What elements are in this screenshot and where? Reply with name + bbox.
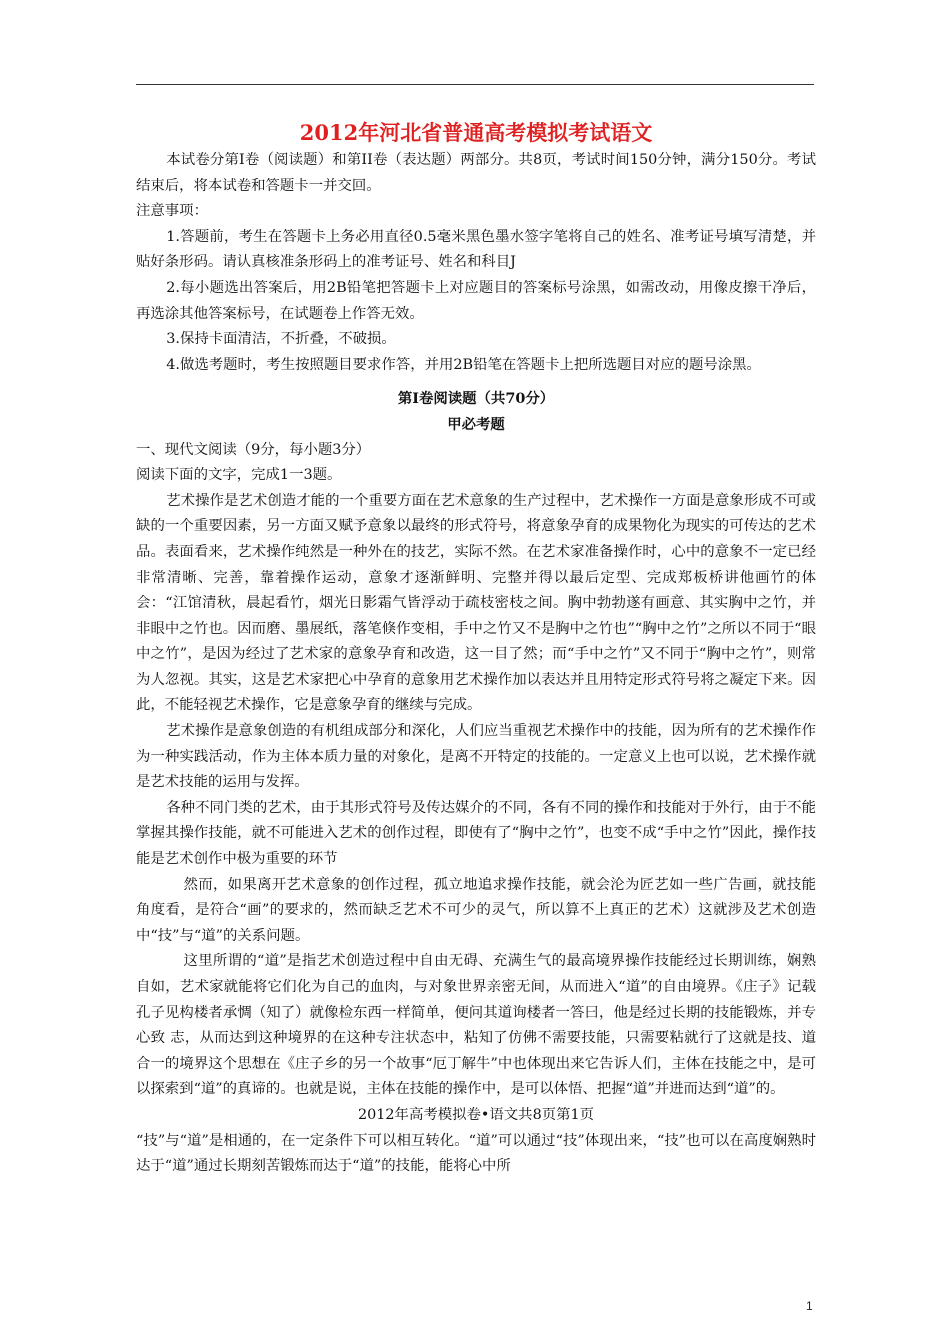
section-heading: 第Ⅰ卷阅读题（共70分） bbox=[397, 390, 555, 408]
article-paragraph-1: 艺术操作是艺术创造才能的一个重要方面在艺术意象的生产过程中，艺术操作一方面是意象形成不可或缺的一个重要因素，另一方面又赋予意象以最终的形式符号，将意象孕育的成果物化为现实的可传达的艺术品。表面看来，艺术操作纯然是一种外在的技艺，实际不然。在艺术家准备操作时，心中的意象不一定已经非常清晰、完善，靠着操作运动，意象才逐渐鲜明、完整并得以最后定型、完成郑板桥讲他画竹的体会：“江馆清秋，晨起看竹，烟光日影霜气皆浮动于疏枝密枝之间。胸中勃勃遂有画意、其实胸中之竹，并非眼中之竹也。因而磨、墨展纸，落笔倏作变相，手中之竹又不是胸中之竹也”“胸中之竹”之所以不同于“眼中之竹”，是因为经过了艺术家的意象孕育和改造，这一目了然；而“手中之竹”又不同于“胸中之竹”，则常为人忽视。其实，这是艺术家把心中孕育的意象用艺术操作加以表达并且用特定形式符号将之凝定下来。因此，不能轻视艺术操作，它是意象孕育的继续与完成。 bbox=[136, 492, 816, 714]
article-paragraph-3: 各种不同门类的艺术，由于其形式符号及传达媒介的不同，各有不同的操作和技能对于外行，由于不能掌握其操作技能，就不可能进入艺术的创作过程，即使有了“胸中之竹”，也变不成“手中之竹”因此，操作技能是艺术创作中极为重要的环节 bbox=[136, 799, 816, 868]
notice-item-1: 1.答题前，考生在答题卡上务必用直径0.5毫米黑色墨水签字笔将自己的姓名、准考证号填写清楚，并贴好条形码。请认真核准条形码上的准考证号、姓名和科目J bbox=[136, 228, 816, 271]
article-paragraph-4: 然而，如果离开艺术意象的创作过程，孤立地追求操作技能，就会沦为匠艺如一些广告画，就技能角度看，是符合“画”的要求的，然而缺乏艺术不可少的灵气，所以算不上真正的艺术）这就涉及艺术创造中“技”与“道”的关系问题。 bbox=[136, 876, 816, 944]
reading-instruction: 阅读下面的文字，完成1一3题。 bbox=[136, 467, 342, 484]
top-rule bbox=[136, 84, 814, 85]
page-footer-line: 2012年高考模拟卷•语文共8页第1页 bbox=[357, 1106, 595, 1123]
article-paragraph-2: 艺术操作是意象创造的有机组成部分和深化，人们应当重视艺术操作中的技能，因为所有的艺术操作作为一种实践活动，作为主体本质力量的对象化，是离不开特定的技能的。一定意义上也可以说，艺术操作就是艺术技能的运用与发挥。 bbox=[136, 723, 816, 791]
page-number: 1 bbox=[806, 1299, 813, 1313]
page-title: 2012年河北省普通高考模拟考试语文 bbox=[299, 120, 653, 145]
article-paragraph-6: “技”与“道”是相通的，在一定条件下可以相互转化。“道”可以通过“技”体现出来，“技”也可以在高度娴熟时达于“道”通过长期刻苦锻炼而达于“道”的技能，能将心中所 bbox=[136, 1132, 816, 1175]
part-heading: 一、现代文阅读（9分，每小题3分） bbox=[136, 441, 371, 458]
notice-label: 注意事项： bbox=[136, 203, 208, 220]
article-paragraph-5: 这里所谓的“道”是指艺术创造过程中自由无碍、充满生气的最高境界操作技能经过长期训练，娴熟自如，艺术家就能将它们化为自己的血肉，与对象世界亲密无间，从而进入“道”的自由境界。《庄子》记载孔子见构楼者承惆（知了）就像检东西一样简单，便问其道询楼者一答曰，他是经过长期的技能锻炼，并专心致 志，从而达到这种境界的在这种专注状态中，粘知了仿佛不需要技能，只需要粘就行了这就是技、道合一的境界这个思想在《庄子乡的另一个故事“厄丁解牛”中也体现出来它告诉人们，主体在技能之中，是可以探索到“道”的真谛的。也就是说，主体在技能的操作中，是可以体悟、把握“道”并进而达到“道”的。 bbox=[136, 953, 816, 1098]
notice-item-4: 4.做选考题时，考生按照题目要求作答，并用2B铅笔在答题卡上把所选题目对应的题号涂黑。 bbox=[166, 356, 761, 373]
document-page bbox=[136, 120, 816, 1180]
notice-item-3: 3.保持卡面清洁，不折叠，不破损。 bbox=[166, 331, 396, 348]
notice-item-2: 2.每小题选出答案后，用2B铅笔把答题卡上对应题目的答案标号涂黑，如需改动，用像皮擦干净后，再选涂其他答案标号，在试题卷上作答无效。 bbox=[136, 279, 816, 322]
section-subheading: 甲必考题 bbox=[447, 415, 505, 433]
intro-paragraph: 本试卷分第Ⅰ卷（阅读题）和第II卷（表达题）两部分。共8页，考试时间150分钟，满分150分。考试结束后，将本试卷和答题卡一并交回。 bbox=[136, 152, 816, 194]
